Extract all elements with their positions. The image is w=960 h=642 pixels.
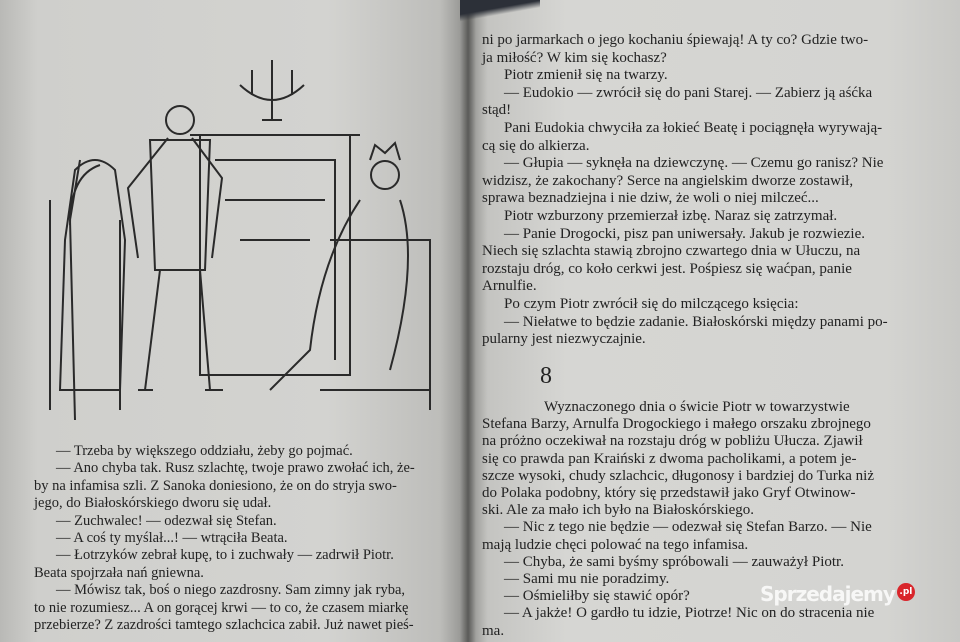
text-line: — A jakże! O gardło tu idzie, Piotrze! Nic on do stracenia nie xyxy=(504,605,875,622)
text-line: — Łotrzyków zebrał kupę, to i zuchwały — zadrwił Piotr. xyxy=(56,547,394,564)
book-gutter xyxy=(460,0,476,642)
text-line: to nie rozumiesz... A on gorącej krwi — to co, że czasem miarkę xyxy=(34,599,409,616)
text-line: sprawa beznadziejna i nie dziw, że woli o niej milczeć... xyxy=(482,190,819,207)
text-line: ma. xyxy=(482,622,505,639)
text-line: — Ośmieliłby się stawić opór? xyxy=(504,588,690,605)
text-line: szcze wysoki, chudy szlachcic, długonosy i bardziej do Turka niż xyxy=(482,467,874,484)
text-line: Po czym Piotr zwrócił się do milczącego księcia: xyxy=(504,295,799,312)
text-line: ja miłość? W kim się kochasz? xyxy=(482,49,667,66)
text-line: — Chyba, że sami byśmy spróbowali — zauważył Piotr. xyxy=(504,553,844,570)
watermark xyxy=(760,583,915,605)
text-line: Piotr wzburzony przemierzał izbę. Naraz się zatrzymał. xyxy=(504,207,838,224)
candelabra-icon xyxy=(240,60,304,120)
text-line: jego, do Białoskórskiego dworu się udał. xyxy=(34,495,272,512)
text-line: — Głupia — syknęła na dziewczynę. — Czemu go ranisz? Nie xyxy=(504,155,884,172)
text-line: — Mówisz tak, boś o niego zazdrosny. Sam zimny jak ryba, xyxy=(56,582,406,599)
text-line: Wyznaczonego dnia o świcie Piotr w towarzystwie xyxy=(544,399,850,415)
text-line: — Niełatwe to będzie zadanie. Białoskórski między panami po- xyxy=(504,313,888,330)
text-line: — Sami mu nie poradzimy. xyxy=(504,571,670,588)
watermark-text: Sprzedajemy xyxy=(760,582,895,606)
text-line: przebierze? Z zazdrości tamtego szlachcica zabił. Już nawet pieś- xyxy=(34,617,414,634)
watermark-badge: .pl xyxy=(897,583,915,601)
text-line: Arnulfie. xyxy=(482,278,537,295)
text-line: mają ludzie chęci polować na tego infamisa. xyxy=(482,536,749,553)
text-line: stąd! xyxy=(482,102,512,119)
text-line: ski. Ale za mało ich było na Białoskórskiego. xyxy=(482,502,755,519)
text-line: — A coś ty myślał...! — wtrąciła Beata. xyxy=(56,530,288,547)
chapter-number: 8 xyxy=(540,363,552,389)
text-line: ni po jarmarkach o jego kochaniu śpiewają! A ty co? Gdzie two- xyxy=(482,32,869,48)
text-line: na próżno oczekiwał na rozstaju dróg w pobliżu Ułucza. Zjawił xyxy=(482,433,863,450)
text-line: rozstaju dróg, co koło cerkwi jest. Pośpiesz się waćpan, panie xyxy=(482,260,852,277)
standing-man xyxy=(128,106,223,390)
text-line: — Eudokio — zwrócił się do pani Starej. — Zabierz ją aśćka xyxy=(504,84,873,101)
text-line: widzisz, że zakochany? Serce na angielskim dworze zostawił, xyxy=(482,172,854,189)
text-line: Stefana Barzy, Arnulfa Drogockiego i małego orszaku zbrojnego xyxy=(482,416,871,433)
text-line: się co prawda pan Kraiński z dwoma pacholikami, a potem je- xyxy=(482,450,857,467)
text-line: by na infamisa szli. Z Sanoka doniesiono, że on do stryja swo- xyxy=(34,477,397,494)
text-line: Beata spojrzała nań gniewna. xyxy=(34,564,204,581)
left-page-text xyxy=(34,443,454,634)
text-line: do Polaka podobny, który się przedstawił jako Gryf Otwinow- xyxy=(482,485,856,502)
illustration-courtroom-scene xyxy=(40,40,440,420)
text-line: pularny jest niezwyczajnie. xyxy=(482,331,646,348)
right-page-text-top xyxy=(482,32,942,349)
text-line: cą się do alkierza. xyxy=(482,137,590,154)
background-corner xyxy=(460,0,540,22)
text-line: — Nic z tego nie będzie — odezwał się Stefan Barzo. — Nie xyxy=(504,519,872,536)
text-line: Niech się szlachta stawią zbrojno czwartego dnia w Ułuczu, na xyxy=(482,243,861,260)
text-line: — Panie Drogocki, pisz pan uniwersały. Jakub je rozwiezie. xyxy=(504,225,866,242)
seated-woman xyxy=(50,160,125,420)
text-line: — Zuchwalec! — odezwał się Stefan. xyxy=(56,512,277,529)
text-line: — Trzeba by większego oddziału, żeby go pojmać. xyxy=(56,443,353,459)
text-line: — Ano chyba tak. Rusz szlachtę, twoje prawo zwołać ich, że- xyxy=(56,460,415,477)
text-line: Piotr zmienił się na twarzy. xyxy=(504,67,668,84)
text-line: Pani Eudokia chwyciła za łokieć Beatę i pociągnęła wyrywają- xyxy=(504,119,883,136)
